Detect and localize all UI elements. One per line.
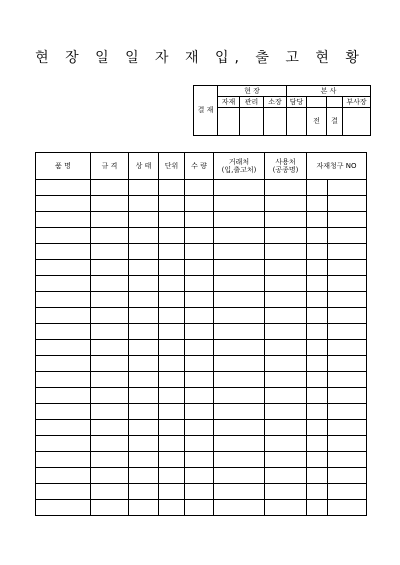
table-cell[interactable]	[129, 276, 159, 292]
table-cell[interactable]	[214, 228, 265, 244]
table-cell[interactable]	[214, 404, 265, 420]
table-cell[interactable]	[265, 340, 307, 356]
table-cell[interactable]	[91, 436, 129, 452]
table-cell[interactable]	[36, 292, 91, 308]
table-cell[interactable]	[91, 388, 129, 404]
table-cell[interactable]	[214, 308, 265, 324]
table-cell[interactable]	[36, 468, 91, 484]
table-cell[interactable]	[307, 276, 328, 292]
header-spec: 규 격	[91, 153, 129, 180]
table-cell[interactable]	[129, 388, 159, 404]
table-cell[interactable]	[214, 468, 265, 484]
table-cell[interactable]	[328, 260, 367, 276]
table-cell[interactable]	[328, 372, 367, 388]
table-cell[interactable]	[129, 196, 159, 212]
approval-role	[327, 97, 343, 108]
table-cell[interactable]	[159, 372, 185, 388]
header-vendor-line1: 거래처	[228, 157, 250, 166]
table-cell[interactable]	[129, 260, 159, 276]
table-cell[interactable]	[159, 452, 185, 468]
table-cell[interactable]	[307, 468, 328, 484]
table-row	[36, 292, 367, 308]
signature-cell-gyeol[interactable]: 결	[327, 108, 343, 136]
table-cell[interactable]	[185, 292, 214, 308]
table-cell[interactable]	[265, 436, 307, 452]
table-cell[interactable]	[36, 372, 91, 388]
table-cell[interactable]	[307, 372, 328, 388]
table-cell[interactable]	[214, 356, 265, 372]
table-cell[interactable]	[91, 324, 129, 340]
table-cell[interactable]	[91, 484, 129, 500]
table-cell[interactable]	[328, 484, 367, 500]
table-cell[interactable]	[328, 452, 367, 468]
table-cell[interactable]	[328, 468, 367, 484]
table-cell[interactable]	[159, 420, 185, 436]
table-cell[interactable]	[159, 244, 185, 260]
approval-role: 부사장	[343, 97, 371, 108]
table-cell[interactable]	[328, 356, 367, 372]
table-cell[interactable]	[91, 340, 129, 356]
table-cell[interactable]	[307, 324, 328, 340]
table-row	[36, 356, 367, 372]
inventory-table	[35, 152, 367, 516]
table-row	[36, 212, 367, 228]
table-cell[interactable]	[36, 452, 91, 468]
table-cell[interactable]	[185, 340, 214, 356]
table-cell[interactable]	[307, 292, 328, 308]
table-cell[interactable]	[185, 388, 214, 404]
table-cell[interactable]	[185, 356, 214, 372]
signature-cell[interactable]	[240, 108, 264, 136]
table-cell[interactable]	[159, 436, 185, 452]
table-cell[interactable]	[129, 228, 159, 244]
table-cell[interactable]	[159, 308, 185, 324]
table-cell[interactable]	[129, 404, 159, 420]
table-cell[interactable]	[159, 388, 185, 404]
table-cell[interactable]	[328, 292, 367, 308]
table-cell[interactable]	[91, 180, 129, 196]
table-cell[interactable]	[36, 420, 91, 436]
table-cell[interactable]	[91, 276, 129, 292]
approval-role: 자재	[218, 97, 240, 108]
table-cell[interactable]	[265, 212, 307, 228]
table-cell[interactable]	[265, 500, 307, 516]
table-cell[interactable]	[328, 244, 367, 260]
table-cell[interactable]	[185, 420, 214, 436]
header-user	[265, 153, 307, 180]
table-cell[interactable]	[159, 228, 185, 244]
table-cell[interactable]	[185, 196, 214, 212]
table-cell[interactable]	[129, 372, 159, 388]
table-cell[interactable]	[328, 340, 367, 356]
table-cell[interactable]	[36, 196, 91, 212]
table-cell[interactable]	[214, 436, 265, 452]
table-cell[interactable]	[91, 356, 129, 372]
signature-cell-jeon[interactable]: 전	[307, 108, 327, 136]
table-cell[interactable]	[307, 260, 328, 276]
table-cell[interactable]	[36, 340, 91, 356]
table-cell[interactable]	[36, 212, 91, 228]
table-cell[interactable]	[328, 276, 367, 292]
table-cell[interactable]	[214, 420, 265, 436]
table-cell[interactable]	[265, 404, 307, 420]
header-qty: 수 량	[185, 153, 214, 180]
table-cell[interactable]	[328, 324, 367, 340]
table-cell[interactable]	[265, 260, 307, 276]
table-cell[interactable]	[265, 420, 307, 436]
table-cell[interactable]	[328, 196, 367, 212]
table-cell[interactable]	[36, 228, 91, 244]
table-cell[interactable]	[328, 500, 367, 516]
table-cell[interactable]	[307, 404, 328, 420]
table-cell[interactable]	[36, 404, 91, 420]
table-cell[interactable]	[307, 420, 328, 436]
table-cell[interactable]	[129, 420, 159, 436]
table-cell[interactable]	[214, 276, 265, 292]
table-cell[interactable]	[307, 484, 328, 500]
table-row	[36, 260, 367, 276]
table-row	[36, 500, 367, 516]
table-cell[interactable]	[307, 244, 328, 260]
header-request-no: 자재청구 NO	[307, 153, 367, 180]
table-cell[interactable]	[159, 404, 185, 420]
table-cell[interactable]	[91, 244, 129, 260]
header-user-line1: 사용처	[275, 157, 296, 166]
table-cell[interactable]	[307, 388, 328, 404]
header-item: 품 명	[36, 153, 91, 180]
table-cell[interactable]	[185, 436, 214, 452]
table-cell[interactable]	[265, 324, 307, 340]
approval-role	[307, 97, 327, 108]
page-title: 현 장 일 일 자 재 입, 출 고 현 황	[35, 50, 365, 66]
table-cell[interactable]	[159, 468, 185, 484]
table-cell[interactable]	[307, 500, 328, 516]
table-cell[interactable]	[328, 228, 367, 244]
table-cell[interactable]	[36, 324, 91, 340]
table-cell[interactable]	[36, 276, 91, 292]
approval-role: 담당	[287, 97, 307, 108]
table-cell[interactable]	[185, 244, 214, 260]
header-user-line2: (공종명)	[272, 166, 299, 174]
table-cell[interactable]	[185, 500, 214, 516]
table-row	[36, 372, 367, 388]
table-cell[interactable]	[129, 244, 159, 260]
table-cell[interactable]	[265, 388, 307, 404]
table-cell[interactable]	[91, 420, 129, 436]
table-cell[interactable]	[36, 244, 91, 260]
table-cell[interactable]	[328, 212, 367, 228]
signature-cell[interactable]	[264, 108, 287, 136]
table-cell[interactable]	[328, 436, 367, 452]
table-cell[interactable]	[265, 452, 307, 468]
table-cell[interactable]	[129, 452, 159, 468]
table-cell[interactable]	[307, 196, 328, 212]
table-row	[36, 244, 367, 260]
table-cell[interactable]	[129, 340, 159, 356]
table-cell[interactable]	[129, 324, 159, 340]
table-cell[interactable]	[159, 340, 185, 356]
table-cell[interactable]	[36, 436, 91, 452]
table-cell[interactable]	[159, 212, 185, 228]
table-row	[36, 228, 367, 244]
table-cell[interactable]	[265, 228, 307, 244]
table-cell[interactable]	[159, 484, 185, 500]
table-cell[interactable]	[265, 196, 307, 212]
table-cell[interactable]	[91, 196, 129, 212]
table-cell[interactable]	[307, 340, 328, 356]
table-cell[interactable]	[214, 292, 265, 308]
table-cell[interactable]	[214, 212, 265, 228]
table-cell[interactable]	[307, 212, 328, 228]
table-row	[36, 436, 367, 452]
table-cell[interactable]	[185, 452, 214, 468]
table-cell[interactable]	[129, 308, 159, 324]
table-cell[interactable]	[214, 372, 265, 388]
table-row	[36, 404, 367, 420]
table-cell[interactable]	[159, 196, 185, 212]
table-cell[interactable]	[214, 500, 265, 516]
table-cell[interactable]	[36, 308, 91, 324]
table-cell[interactable]	[91, 372, 129, 388]
table-cell[interactable]	[328, 404, 367, 420]
table-cell[interactable]	[36, 484, 91, 500]
table-row	[36, 196, 367, 212]
table-cell[interactable]	[265, 372, 307, 388]
table-row	[36, 340, 367, 356]
table-cell[interactable]	[307, 452, 328, 468]
table-cell[interactable]	[159, 324, 185, 340]
table-cell[interactable]	[185, 260, 214, 276]
header-vendor	[214, 153, 265, 180]
table-row	[36, 276, 367, 292]
table-cell[interactable]	[91, 404, 129, 420]
table-cell[interactable]	[91, 292, 129, 308]
table-cell[interactable]	[36, 388, 91, 404]
table-cell[interactable]	[91, 308, 129, 324]
table-cell[interactable]	[214, 260, 265, 276]
approval-role: 관리	[240, 97, 264, 108]
table-cell[interactable]	[159, 292, 185, 308]
approval-group-site: 현 장	[218, 86, 287, 97]
approval-label: 결 재	[194, 86, 218, 136]
table-cell[interactable]	[265, 484, 307, 500]
table-cell[interactable]	[214, 244, 265, 260]
table-cell[interactable]	[129, 292, 159, 308]
table-cell[interactable]	[159, 276, 185, 292]
table-cell[interactable]	[214, 196, 265, 212]
table-cell[interactable]	[307, 180, 328, 196]
table-cell[interactable]	[91, 260, 129, 276]
table-row	[36, 324, 367, 340]
table-cell[interactable]	[129, 180, 159, 196]
table-cell[interactable]	[129, 468, 159, 484]
table-cell[interactable]	[159, 180, 185, 196]
table-row	[36, 420, 367, 436]
table-cell[interactable]	[185, 276, 214, 292]
table-cell[interactable]	[36, 180, 91, 196]
table-cell[interactable]	[185, 484, 214, 500]
table-cell[interactable]	[185, 228, 214, 244]
table-cell[interactable]	[265, 180, 307, 196]
header-vendor-line2: (입,출고처)	[221, 166, 257, 174]
table-cell[interactable]	[265, 308, 307, 324]
table-cell[interactable]	[214, 340, 265, 356]
table-cell[interactable]	[185, 404, 214, 420]
table-row	[36, 388, 367, 404]
table-row	[36, 452, 367, 468]
table-cell[interactable]	[328, 308, 367, 324]
table-cell[interactable]	[307, 228, 328, 244]
table-cell[interactable]	[185, 468, 214, 484]
signature-cell[interactable]	[218, 108, 240, 136]
table-cell[interactable]	[129, 212, 159, 228]
header-condition: 상 태	[129, 153, 159, 180]
table-cell[interactable]	[129, 484, 159, 500]
table-cell[interactable]	[91, 468, 129, 484]
table-cell[interactable]	[185, 212, 214, 228]
header-unit: 단위	[159, 153, 185, 180]
signature-cell[interactable]	[343, 108, 371, 136]
table-cell[interactable]	[265, 292, 307, 308]
table-cell[interactable]	[214, 180, 265, 196]
table-row	[36, 468, 367, 484]
table-cell[interactable]	[36, 500, 91, 516]
table-cell[interactable]	[214, 324, 265, 340]
table-cell[interactable]	[129, 356, 159, 372]
table-cell[interactable]	[36, 260, 91, 276]
table-cell[interactable]	[265, 468, 307, 484]
table-cell[interactable]	[328, 420, 367, 436]
table-cell[interactable]	[307, 356, 328, 372]
table-cell[interactable]	[307, 308, 328, 324]
table-cell[interactable]	[265, 244, 307, 260]
signature-cell[interactable]	[287, 108, 307, 136]
table-cell[interactable]	[129, 500, 159, 516]
approval-group-hq: 본 사	[287, 86, 371, 97]
table-cell[interactable]	[265, 276, 307, 292]
table-cell[interactable]	[328, 388, 367, 404]
table-cell[interactable]	[265, 356, 307, 372]
table-cell[interactable]	[91, 452, 129, 468]
table-cell[interactable]	[36, 356, 91, 372]
table-cell[interactable]	[214, 452, 265, 468]
table-cell[interactable]	[91, 228, 129, 244]
approval-role: 소장	[264, 97, 287, 108]
table-cell[interactable]	[214, 388, 265, 404]
table-cell[interactable]	[328, 180, 367, 196]
approval-box	[193, 85, 371, 136]
table-row	[36, 484, 367, 500]
table-row	[36, 308, 367, 324]
table-cell[interactable]	[307, 436, 328, 452]
table-cell[interactable]	[91, 500, 129, 516]
table-cell[interactable]	[159, 260, 185, 276]
table-cell[interactable]	[185, 324, 214, 340]
table-cell[interactable]	[159, 500, 185, 516]
table-cell[interactable]	[129, 436, 159, 452]
table-row	[36, 180, 367, 196]
table-cell[interactable]	[185, 372, 214, 388]
table-cell[interactable]	[91, 212, 129, 228]
table-cell[interactable]	[185, 308, 214, 324]
table-cell[interactable]	[185, 180, 214, 196]
table-cell[interactable]	[159, 356, 185, 372]
table-cell[interactable]	[214, 484, 265, 500]
